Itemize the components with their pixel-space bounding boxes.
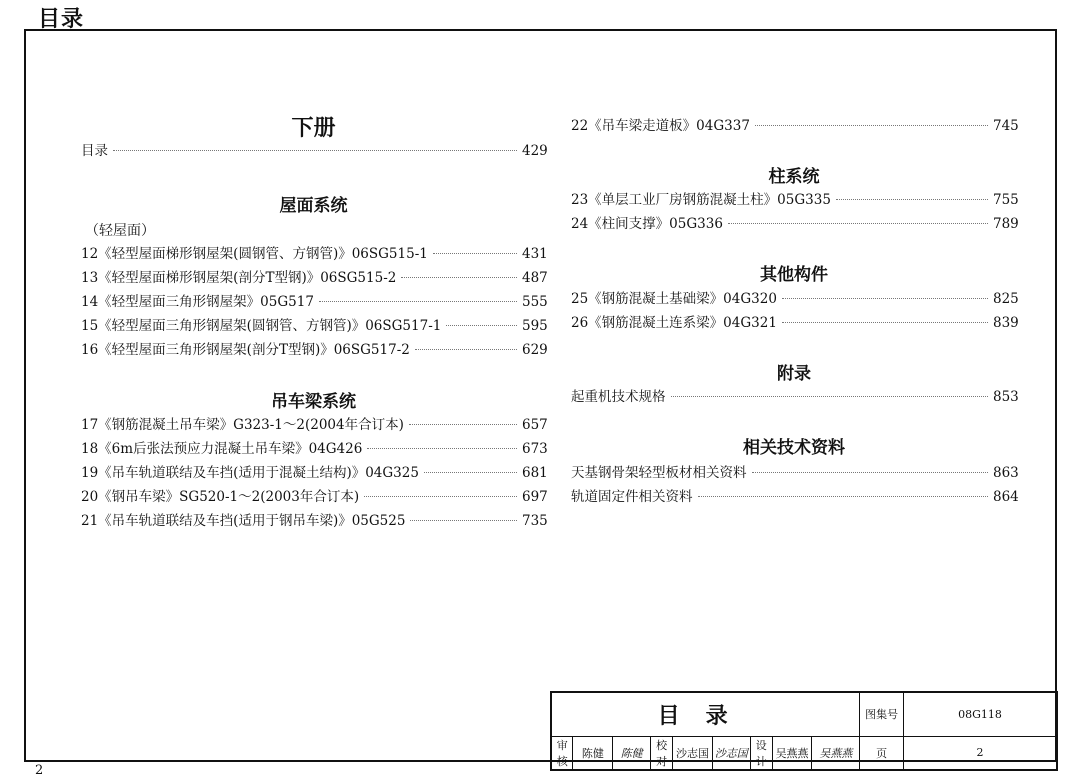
toc-item: 19《吊车轨道联结及车挡(适用于混凝土结构)》04G325 681 [81,465,548,481]
atlas-number: 08G118 [904,692,1057,736]
toc-item: 21《吊车轨道联结及车挡(适用于钢吊车梁)》05G525 735 [81,513,548,529]
toc-item: 12《轻型屋面梯形钢屋架(圆钢管、方钢管)》06SG515-1 431 [81,246,548,262]
section-title-column: 柱系统 [768,167,820,187]
toc-item: 23《单层工业厂房钢筋混凝土柱》05G335 755 [571,192,1019,208]
toc-item: 18《6m后张法预应力混凝土吊车梁》04G426 673 [81,441,548,457]
page-number: 2 [35,763,44,778]
review-signature: 陈健 [613,736,651,770]
title-block [550,691,1058,771]
check-name: 沙志国 [673,736,713,770]
toc-item: 26《钢筋混凝土连系梁》04G321 839 [571,315,1019,331]
section-subtitle-light-roof: （轻屋面） [85,223,155,239]
page-header: 目录 [38,7,85,32]
section-title-appendix: 附录 [777,364,811,384]
review-name: 陈健 [573,736,613,770]
toc-item: 22《吊车梁走道板》04G337 745 [571,118,1019,134]
toc-item: 13《轻型屋面梯形钢屋架(剖分T型钢)》06SG515-2 487 [81,270,548,286]
toc-item: 天基钢骨架轻型板材相关资料 863 [571,465,1019,481]
toc-row: 目录 429 [81,143,548,159]
section-title-crane: 吊车梁系统 [271,392,356,412]
toc-item: 24《柱间支撑》05G336 789 [571,216,1019,232]
toc-item: 20《钢吊车梁》SG520-1～2(2003年合订本) 697 [81,489,548,505]
title-block-title: 目录 [551,692,860,736]
design-label: 设计 [750,736,772,770]
toc-item: 17《钢筋混凝土吊车梁》G323-1～2(2004年合订本) 657 [81,417,548,433]
toc-item: 起重机技术规格 853 [571,389,1019,405]
section-title-roof: 屋面系统 [279,196,348,216]
check-signature: 沙志国 [712,736,750,770]
toc-item: 25《钢筋混凝土基础梁》04G320 825 [571,291,1019,307]
check-label: 校对 [651,736,673,770]
toc-item: 15《轻型屋面三角形钢屋架(圆钢管、方钢管)》06SG517-1 595 [81,318,548,334]
atlas-label: 图集号 [860,692,904,736]
design-name: 吴燕燕 [772,736,812,770]
toc-item: 16《轻型屋面三角形钢屋架(剖分T型钢)》06SG517-2 629 [81,342,548,358]
page-label: 页 [860,736,904,770]
toc-item: 轨道固定件相关资料 864 [571,489,1019,505]
review-label: 审核 [551,736,573,770]
section-title-other: 其他构件 [760,265,828,285]
toc-item: 14《轻型屋面三角形钢屋架》05G517 555 [81,294,548,310]
leader-dots [113,150,517,151]
section-title-tech: 相关技术资料 [743,438,845,458]
design-signature: 吴燕燕 [812,736,860,770]
volume-title: 下册 [291,115,336,141]
drawing-frame [24,29,1057,768]
page-value: 2 [904,736,1057,770]
